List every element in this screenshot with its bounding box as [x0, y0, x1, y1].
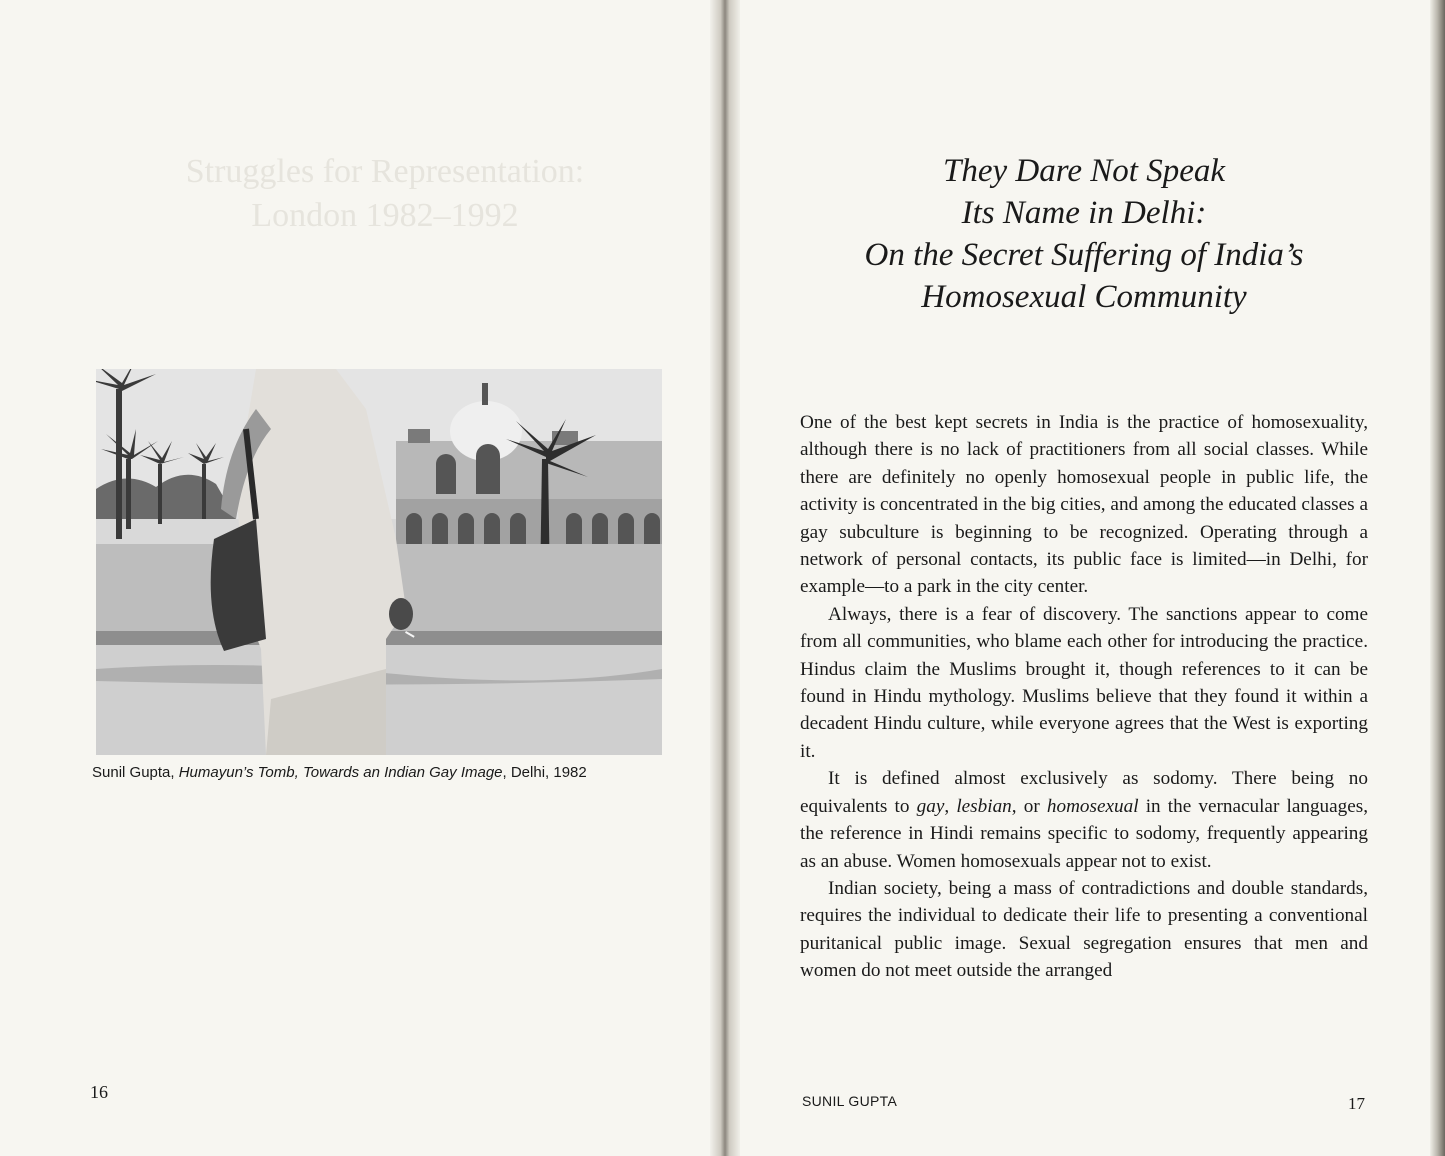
paragraph-text: , [944, 795, 957, 817]
tomb-photo-image [96, 369, 662, 755]
paragraph-text: , or [1011, 795, 1047, 817]
page-edge [1430, 0, 1445, 1156]
italic-term-gay: gay [916, 795, 945, 817]
left-page [0, 0, 718, 1156]
title-line: Its Name in Delhi: [961, 195, 1207, 231]
italic-term-lesbian: lesbian [956, 795, 1012, 817]
photograph-humayuns-tomb [96, 369, 662, 755]
caption-author: Sunil Gupta, [92, 764, 179, 781]
photo-caption [92, 764, 672, 781]
paragraph-text: It is defined almost exclusively as sodomy. There being no equivalents to [800, 768, 1368, 817]
body-text [800, 409, 1368, 985]
title-line: On the Secret Suffering of India’s [864, 237, 1304, 273]
paragraph: One of the best kept secrets in India is the practice of homosexuality, although there is no lack of practitioners from all social classes. While there are definitely no openly homosexual people in public life, the activity is concentrated in the big cities, and among the educated classes a gay subculture is beginning to be recognized. Operating through a network of personal contacts, its public face is limited—in Delhi, for example—to a park in the city center. [800, 412, 1368, 598]
page-number-left: 16 [90, 1082, 108, 1102]
title-line: Homosexual Community [921, 279, 1247, 315]
paragraph: Always, there is a fear of discovery. The sanctions appear to come from all communities, who blame each other for introducing the practice. Hindus claim the Muslims brought it, though references to it can be found in Hindu mythology. Muslims believe that they found it within a decadent Hindu culture, while everyone agrees that the West is exporting it. [800, 603, 1368, 762]
paragraph: Indian society, being a mass of contradictions and double standards, requires the individual to dedicate their life to presenting a conventional puritanical public image. Sexual segregation ensures that men and women do not meet outside the arranged [800, 877, 1368, 982]
show-through-title: Struggles for Representation: London 1982–1992 [185, 153, 585, 234]
book-gutter [710, 0, 740, 1156]
paragraph-text: in the vernacular languages, the reference in Hindi remains specific to sodomy, frequently appearing as an abuse. Women homosexuals appear not to exist. [800, 795, 1369, 872]
title-line: They Dare Not Speak [943, 153, 1225, 189]
paragraph [800, 765, 1368, 875]
italic-term-homosexual: homosexual [1046, 795, 1139, 817]
running-head: SUNIL GUPTA [802, 1093, 898, 1109]
caption-place-date: , Delhi, 1982 [502, 764, 587, 781]
chapter-title [800, 150, 1368, 318]
caption-work-title: Humayun’s Tomb, Towards an Indian Gay Image [178, 764, 503, 781]
page-number-right: 17 [1348, 1094, 1365, 1113]
